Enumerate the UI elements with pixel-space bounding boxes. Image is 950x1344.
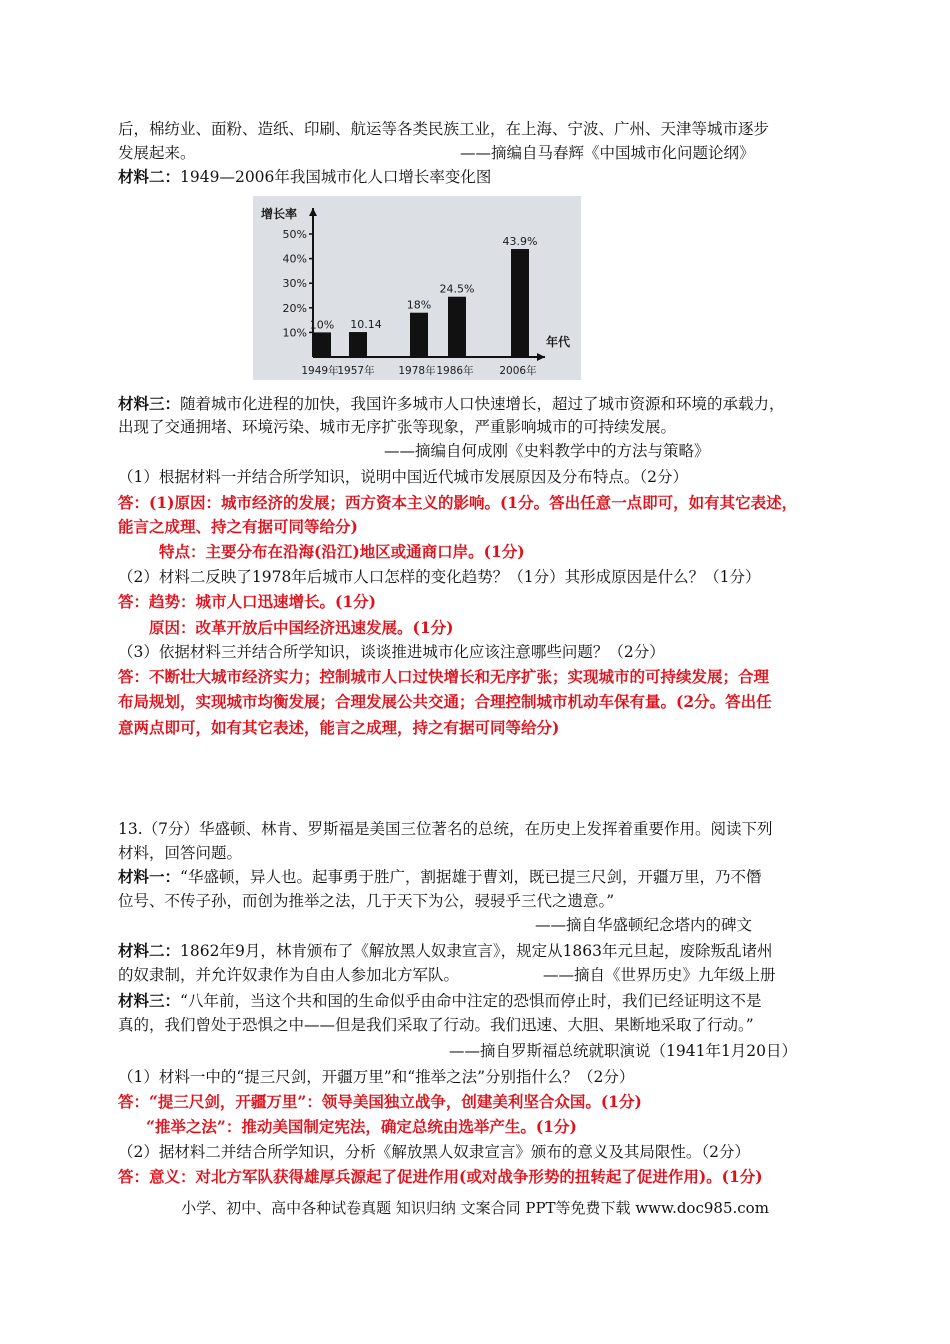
material-label: 材料二： [118,941,181,960]
question: （2）据材料二并结合所学知识，分析《解放黑人奴隶宣言》颁布的意义及其局限性。（2分） [118,1143,750,1161]
bar-data-label: 10.14 [350,318,382,332]
y-axis-label: 增长率 [261,207,298,221]
answer-line: 能言之成理、持之有据可同等给分) [118,517,358,536]
answer-line: 答：意义：对北方军队获得雄厚兵源起了促进作用(或对战争形势的扭转起了促进作用)。(1分) [118,1167,763,1186]
bar-data-label: 18% [406,298,432,312]
text-line: 材料，回答问题。 [118,844,243,862]
answer-line: 特点：主要分布在沿海(沿江)地区或通商口岸。(1分) [159,542,525,561]
material-heading [118,166,491,188]
material-label: 材料三： [118,394,181,413]
source-citation: ——摘编自马春辉《中国城市化问题论纲》 [460,144,755,162]
bar-data-label: 43.9% [502,235,538,249]
material-paragraph [118,393,785,415]
x-tick-label: 1978年 [398,365,436,377]
material-paragraph [118,940,773,962]
question: （3）依据材料三并结合所学知识，谈谈推进城市化应该注意哪些问题？（2分） [118,643,665,661]
answer-line: 答：趋势：城市人口迅速增长。(1分) [118,592,376,611]
answer-line: 答：不断壮大城市经济实力；控制城市人口过快增长和无序扩张；实现城市的可持续发展；合理 [118,667,770,686]
bar-chart [253,196,581,380]
material-label: 材料一： [118,867,181,886]
bar [410,313,428,357]
material-label: 材料三： [118,991,181,1010]
y-tick-label: 50% [282,228,307,241]
answer-line: 原因：改革开放后中国经济迅速发展。(1分) [149,618,454,637]
bar-chart-svg [253,196,581,380]
text-line: 的奴隶制，并允许奴隶作为自由人参加北方军队。 [118,966,460,984]
material-paragraph [118,990,761,1012]
text-line: 后，棉纺业、面粉、造纸、印刷、航运等各类民族工业，在上海、宁波、广州、天津等城市逐步 [118,120,770,138]
x-axis-label: 年代 [546,335,571,349]
bar-data-label: 24.5% [439,282,475,296]
text-line: 位号、不传子孙，而创为推举之法，几于天下为公，骎骎乎三代之遗意。” [118,892,615,910]
material-text: 1949—2006年我国城市化人口增长率变化图 [180,168,492,186]
question: 13.（7分）华盛顿、林肯、罗斯福是美国三位著名的总统，在历史上发挥着重要作用。阅读下列 [118,820,773,838]
text-line: 真的，我们曾处于恐惧之中——但是我们采取了行动。我们迅速、大胆、果断地采取了行动。” [118,1016,754,1034]
answer-line: 答：(1)原因：城市经济的发展；西方资本主义的影响。(1分。答出任意一点即可，如有其它表述， [118,493,798,512]
material-label: 材料二： [118,167,181,186]
material-paragraph [118,866,761,888]
y-tick-label: 10% [282,326,307,340]
x-tick-label: 1957年 [337,365,375,377]
source-citation: ——摘自罗斯福总统就职演说（1941年1月20日） [449,1042,798,1060]
answer-line: 布局规划，实现城市均衡发展；合理发展公共交通；合理控制城市机动车保有量。(2分。答出任 [118,692,772,711]
source-citation: ——摘编自何成刚《史料教学中的方法与策略》 [384,442,710,460]
y-tick-label: 20% [282,301,307,315]
material-text: “八年前，当这个共和国的生命似乎由命中注定的恐惧而停止时，我们已经证明这不是 [180,992,762,1010]
question: （2）材料二反映了1978年后城市人口怎样的变化趋势？（1分）其形成原因是什么？（1分） [118,568,761,586]
answer-line: 意两点即可，如有其它表述，能言之成理，持之有据可同等给分) [118,718,560,737]
y-tick-label: 40% [282,252,307,266]
bar [448,297,466,357]
y-axis-arrow [309,208,317,216]
text-line: 出现了交通拥堵、环境污染、城市无序扩张等现象，严重影响城市的可持续发展。 [118,418,677,436]
answer-line: “推举之法”：推动美国制定宪法，确定总统由选举产生。(1分) [146,1117,577,1136]
x-tick-label: 2006年 [499,365,537,377]
bar [313,332,331,357]
x-axis-arrow [537,353,545,361]
bar [511,249,529,357]
x-tick-label: 1949年 [301,365,339,377]
x-tick-label: 1986年 [436,365,474,377]
source-citation: ——摘自《世界历史》九年级上册 [543,966,776,984]
bar [349,332,367,357]
y-tick-label: 30% [282,277,307,291]
question: （1）根据材料一并结合所学知识，说明中国近代城市发展原因及分布特点。（2分） [118,468,688,486]
material-text: 1862年9月，林肯颁布了《解放黑人奴隶宣言》，规定从1863年元旦起，废除叛乱诸州 [180,942,773,960]
question: （1）材料一中的“提三尺剑，开疆万里”和“推举之法”分别指什么？（2分） [118,1068,635,1086]
page-footer: 小学、初中、高中各种试卷真题 知识归纳 文案合同 PPT等免费下载 www.doc985.com [181,1199,769,1217]
answer-line: 答：“提三尺剑，开疆万里”：领导美国独立战争，创建美利坚合众国。(1分) [118,1092,642,1111]
material-text: 随着城市化进程的加快，我国许多城市人口快速增长，超过了城市资源和环境的承载力， [180,395,785,413]
bar-data-label: 10% [309,318,335,332]
text-line: 发展起来。 [118,144,196,162]
material-text: “华盛顿，异人也。起事勇于胜广，割据雄于曹刘，既已提三尺剑，开疆万里，乃不僭 [180,868,762,886]
source-citation: ——摘自华盛顿纪念塔内的碑文 [535,916,753,934]
